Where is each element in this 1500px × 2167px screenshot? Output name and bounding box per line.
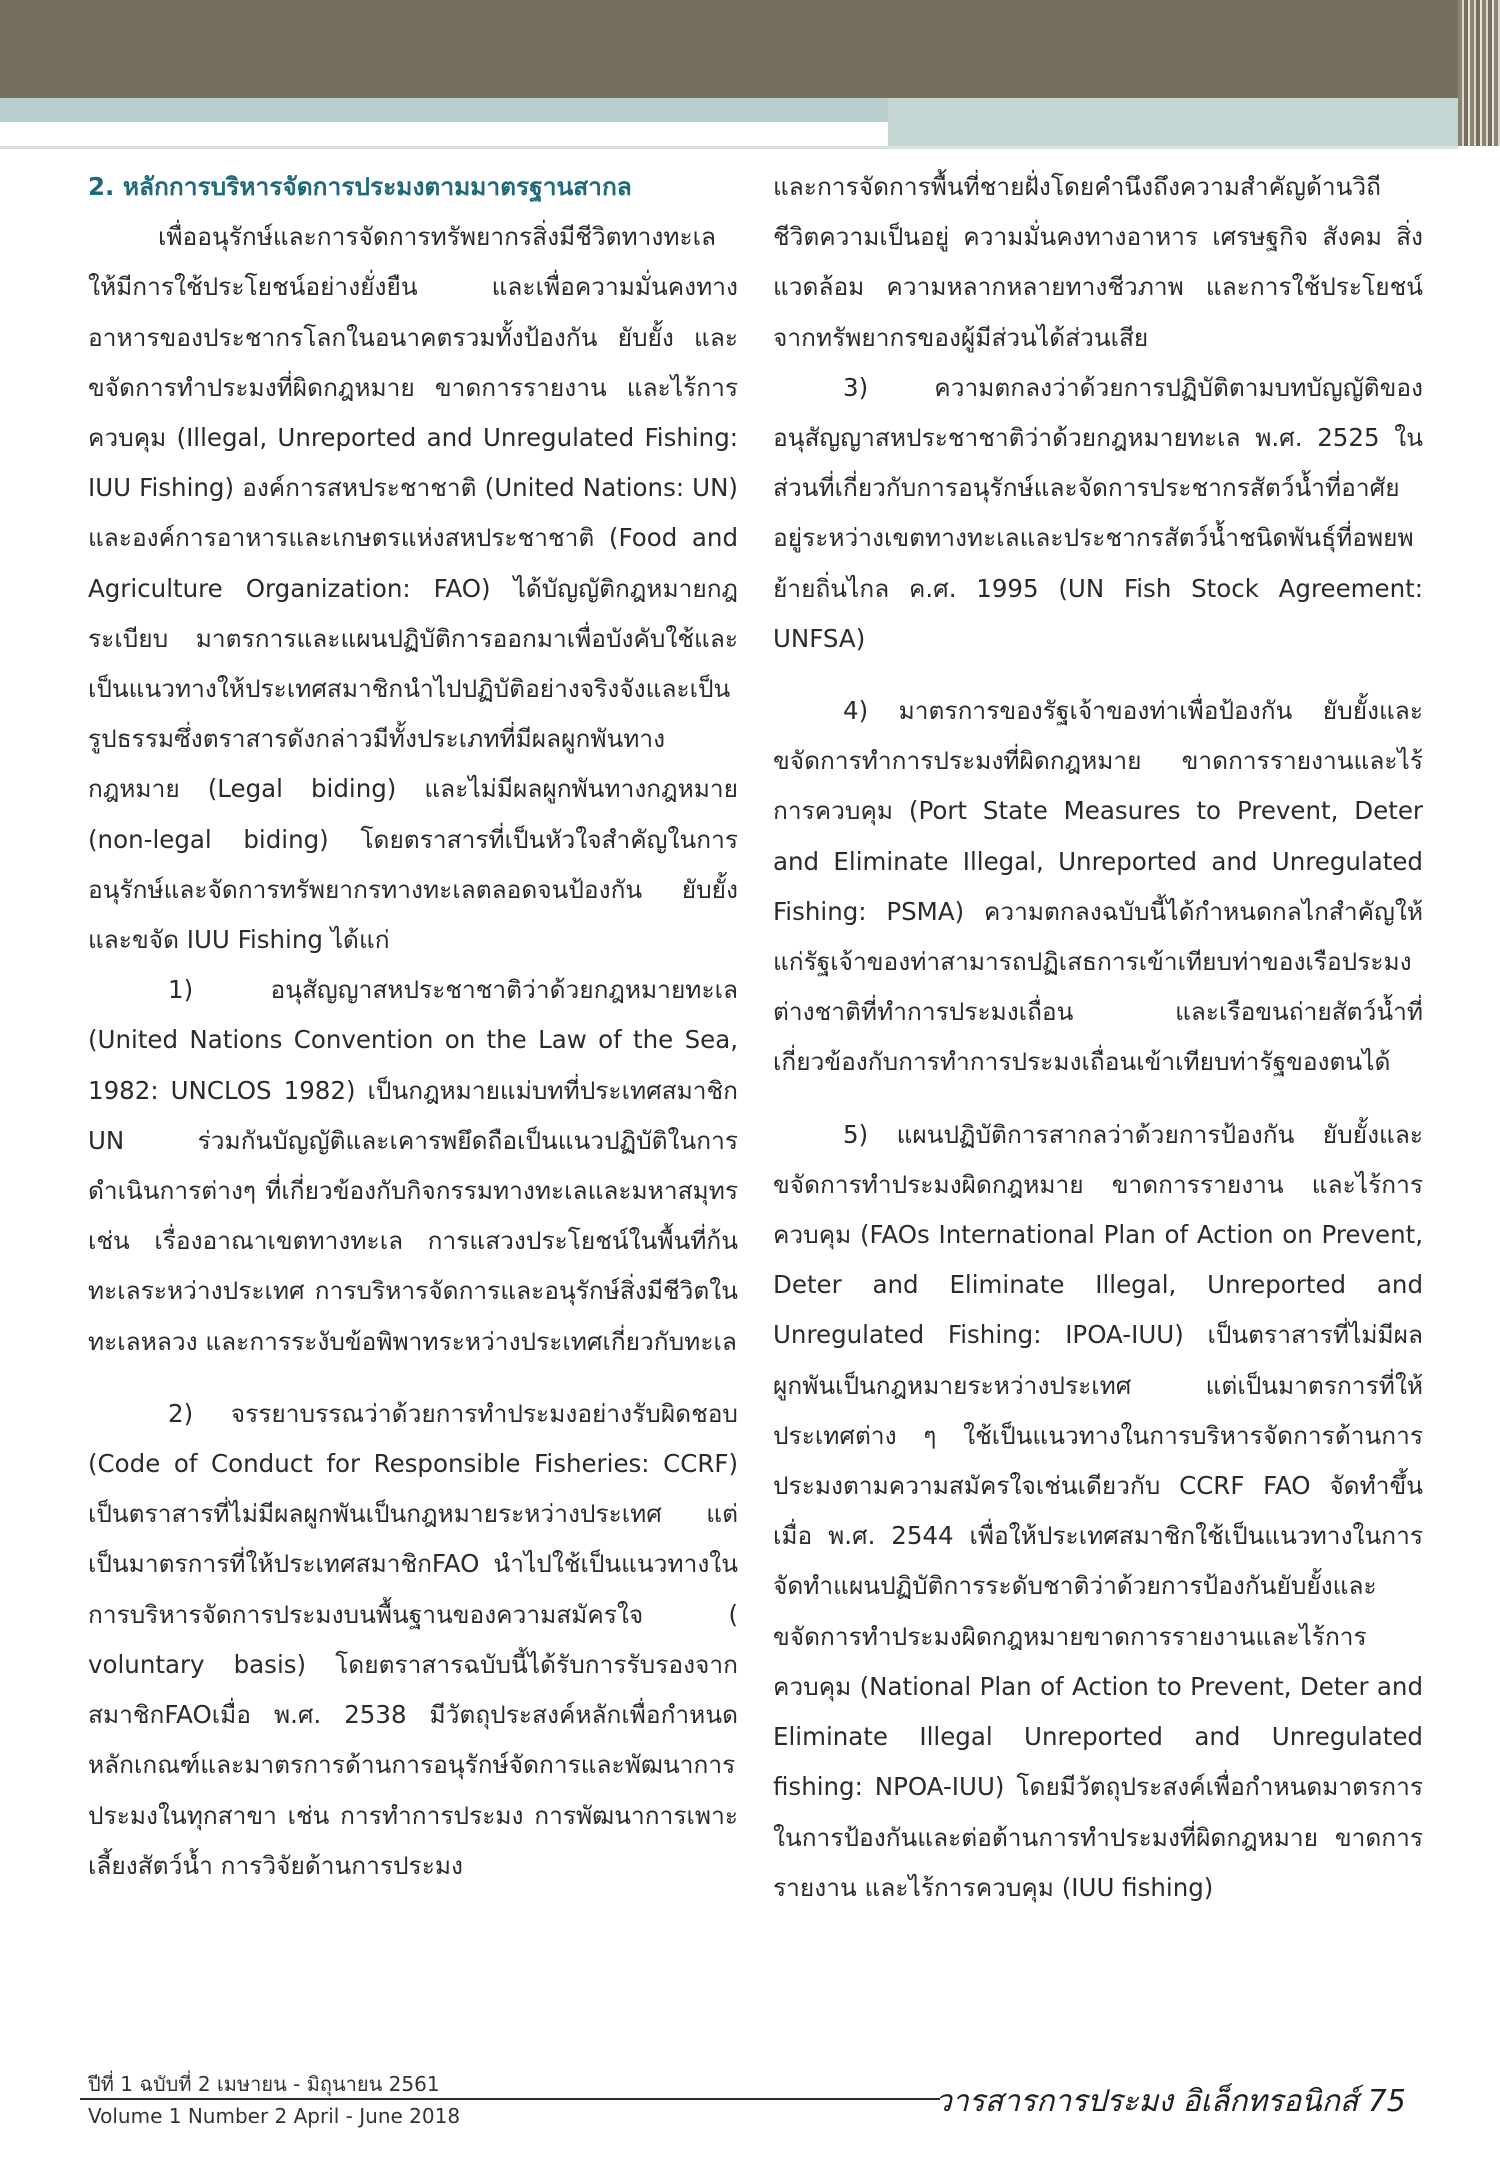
right-column <box>773 162 1423 1913</box>
header-accent-bar <box>0 98 888 122</box>
header-accent-bar-right <box>888 98 1458 146</box>
footer-issue-english: Volume 1 Number 2 April - June 2018 <box>88 2104 461 2128</box>
left-column <box>88 162 738 1891</box>
section-heading: 2. หลักการบริหารจัดการประมงตามมาตรฐานสากล <box>88 172 632 201</box>
paragraph-item-3: 3) ความตกลงว่าด้วยการปฏิบัติตามบทบัญญัติของอนุสัญญาสหประชาชาติว่าด้วยกฎหมายทะเล พ.ศ. 2525 ในส่วนที่เกี่ยวกับการอนุรักษ์และจัดการประชากรสัตว์น้ำที่อาศัยอยู่ระหว่างเขตทางทะเลและประชากรสัตว์น้ำชนิดพันธุ์ที่อพยพย้ายถิ่นไกล ค.ศ. 1995 (UN Fish Stock Agreement: UNFSA) <box>773 372 1423 653</box>
paragraph-item-4: 4) มาตรการของรัฐเจ้าของท่าเพื่อป้องกัน ยับยั้งและขจัดการทำการประมงที่ผิดกฎหมาย ขาดการรายงานและไร้การควบคุม (Port State Measures to Prevent, Deter and Eliminate Illegal, Unreported and Unregulated Fishing: PSMA) ความตกลงฉบับนี้ได้กำหนดกลไกสำคัญให้แก่รัฐเจ้าของท่าสามารถปฏิเสธการเข้าเทียบท่าของเรือประมงต่างชาติที่ทำการประมงเถื่อน และเรือขนถ่ายสัตว์น้ำที่เกี่ยวข้องกับการทำการประมงเถื่อนเข้าเทียบท่ารัฐของตนได้ <box>773 696 1423 1077</box>
header-gap <box>0 122 888 146</box>
header-band <box>0 0 1500 98</box>
paragraph-item-2: 2) จรรยาบรรณว่าด้วยการทำประมงอย่างรับผิดชอบ (Code of Conduct for Responsible Fisheries: CCRF) เป็นตราสารที่ไม่มีผลผูกพันเป็นกฎหมายระหว่างประเทศ แต่เป็นมาตรการที่ให้ประเทศสมาชิกFAO นำไปใช้เป็นแนวทางในการบริหารจัดการประมงบนพื้นฐานของความสมัครใจ ( voluntary basis) โดยตราสารฉบับนี้ได้รับการรับรองจากสมาชิกFAOเมื่อ พ.ศ. 2538 มีวัตถุประสงค์หลักเพื่อกำหนดหลักเกณฑ์และมาตรการด้านการอนุรักษ์จัดการและพัฒนาการประมงในทุกสาขา เช่น การทำการประมง การพัฒนาการเพาะเลี้ยงสัตว์น้ำ การวิจัยด้านการประมง <box>88 1398 738 1880</box>
paragraph-item-5: 5) แผนปฏิบัติการสากลว่าด้วยการป้องกัน ยับยั้งและขจัดการทำประมงผิดกฎหมาย ขาดการรายงาน และไร้การควบคุม (FAOs International Plan of Action on Prevent, Deter and Eliminate Illegal, Unreported and Unregulated Fishing: IPOA-IUU) เป็นตราสารที่ไม่มีผลผูกพันเป็นกฎหมายระหว่างประเทศ แต่เป็นมาตรการที่ให้ประเทศต่าง ๆ ใช้เป็นแนวทางในการบริหารจัดการด้านการประมงตามความสมัครใจเช่นเดียวกับ CCRF FAO จัดทำขึ้นเมื่อ พ.ศ. 2544 เพื่อให้ประเทศสมาชิกใช้เป็นแนวทางในการจัดทำแผนปฏิบัติการระดับชาติว่าด้วยการป้องกันยับยั้งและขจัดการทำประมงผิดกฎหมายขาดการรายงานและไร้การควบคุม (National Plan of Action to Prevent, Deter and Eliminate Illegal Unreported and Unregulated fishing: NPOA-IUU) โดยมีวัตถุประสงค์เพื่อกำหนดมาตรการในการป้องกันและต่อต้านการทำประมงที่ผิดกฎหมาย ขาดการรายงาน และไร้การควบคุม (IUU fishing) <box>773 1119 1423 1902</box>
header-rule <box>0 146 1458 149</box>
paragraph-item-1: 1) อนุสัญญาสหประชาชาติว่าด้วยกฎหมายทะเล (United Nations Convention on the Law of the Sea, 1982: UNCLOS 1982) เป็นกฎหมายแม่บทที่ประเทศสมาชิก UN ร่วมกันบัญญัติและเคารพยึดถือเป็นแนวปฏิบัติในการดำเนินการต่างๆ ที่เกี่ยวข้องกับกิจกรรมทางทะเลและมหาสมุทร เช่น เรื่องอาณาเขตทางทะเล การแสวงประโยชน์ในพื้นที่ก้นทะเลระหว่างประเทศ การบริหารจัดการและอนุรักษ์สิ่งมีชีวิตในทะเลหลวง และการระงับข้อพิพาทระหว่างประเทศเกี่ยวกับทะเล <box>88 975 738 1356</box>
footer-journal-page: วารสารการประมง อิเล็กทรอนิกส์ 75 <box>935 2084 1406 2119</box>
footer-issue-thai: ปีที่ 1 ฉบับที่ 2 เมษายน - มิถุนายน 2561 <box>88 2072 440 2096</box>
paragraph: เพื่ออนุรักษ์และการจัดการทรัพยากรสิ่งมีชีวิตทางทะเลให้มีการใช้ประโยชน์อย่างยั่งยืน และเพื่อความมั่นคงทางอาหารของประชากรโลกในอนาคตรวมทั้งป้องกัน ยับยั้ง และขจัดการทำประมงที่ผิดกฎหมาย ขาดการรายงาน และไร้การควบคุม (Illegal, Unreported and Unregulated Fishing: IUU Fishing) องค์การสหประชาชาติ (United Nations: UN) และองค์การอาหารและเกษตรแห่งสหประชาชาติ (Food and Agriculture Organization: FAO) ได้บัญญัติกฎหมายกฎระเบียบ มาตรการและแผนปฏิบัติการออกมาเพื่อบังคับใช้และเป็นแนวทางให้ประเทศสมาชิกนำไปปฏิบัติอย่างจริงจังและเป็นรูปธรรมซึ่งตราสารดังกล่าวมีทั้งประเภทที่มีผลผูกพันทางกฎหมาย (Legal biding) และไม่มีผลผูกพันทางกฎหมาย (non-legal biding) โดยตราสารที่เป็นหัวใจสำคัญในการอนุรักษ์และจัดการทรัพยากรทางทะเลตลอดจนป้องกัน ยับยั้ง และขจัด IUU Fishing ได้แก่ <box>88 222 738 955</box>
footer-rule <box>80 2098 940 2100</box>
paragraph-continued: และการจัดการพื้นที่ชายฝั่งโดยคำนึงถึงความสำคัญด้านวิถีชีวิตความเป็นอยู่ ความมั่นคงทางอาหาร เศรษฐกิจ สังคม สิ่งแวดล้อม ความหลากหลายทางชีวภาพ และการใช้ประโยชน์จากทรัพยากรของผู้มีส่วนได้ส่วนเสีย <box>773 172 1423 352</box>
header-stripes <box>1458 0 1500 146</box>
